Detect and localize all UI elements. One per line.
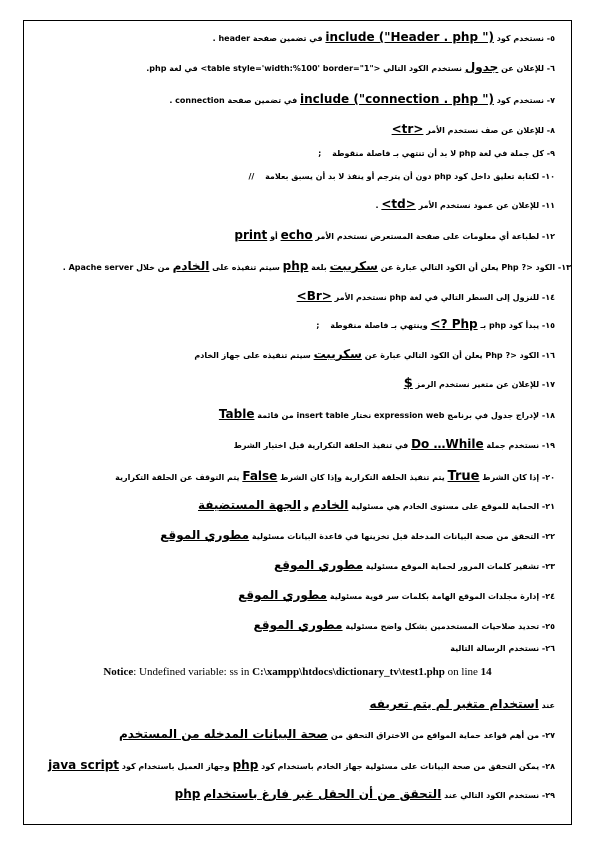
- answer: print: [234, 228, 268, 242]
- question-text: نستخدم جملة: [486, 441, 540, 450]
- answer: $: [403, 376, 413, 391]
- notice-label: Notice: [103, 666, 134, 678]
- answer: <? Php: [430, 317, 478, 331]
- answer: php: [282, 259, 309, 273]
- question-number: ٢٥-: [541, 622, 555, 631]
- question-29: [30, 787, 555, 803]
- answer: php: [232, 758, 259, 772]
- question-text: من أهم قواعد حماية المواقع من الاختراق التحقق من: [330, 731, 540, 740]
- question-text: لطباعة أي معلومات على صفحة المستعرض نستخدم الأمر: [315, 232, 540, 241]
- answer: التحقق من أن الحقل غير فارغ باستخدام: [203, 787, 442, 801]
- question-21: [30, 498, 555, 514]
- question-text: نستخدم الكود التالي عند: [444, 791, 540, 800]
- question-text: إدارة مجلدات الموقع الهامة بكلمات سر قوية مسئولية: [329, 592, 540, 601]
- answer: Do …While: [411, 437, 484, 451]
- notice-line: 14: [480, 666, 492, 678]
- question-number: ٢٨-: [541, 762, 555, 771]
- question-text: نستخدم كود: [496, 34, 544, 43]
- question-6: [30, 60, 555, 76]
- question-text: لإدراج جدول في برنامج expression web نختار insert table من قائمة: [257, 411, 540, 420]
- question-number: ١٤-: [541, 293, 555, 302]
- answer: الخادم: [311, 498, 349, 512]
- question-text: يتم تنفيذ الحلقة التكرارية وإذا كان الشرط: [280, 473, 445, 482]
- question-23: [30, 558, 555, 574]
- question-text: يمكن التحقق من صحة البيانات على مسئولية جهاز الخادم باستخدام كود: [261, 762, 540, 771]
- question-number: ٢٦-: [541, 644, 555, 653]
- question-13: [30, 259, 571, 275]
- answer: الخادم: [172, 259, 210, 273]
- question-text: للإعلان عن صف نستخدم الأمر: [426, 126, 544, 135]
- question-number: ٢٩-: [541, 791, 555, 800]
- question-text: في تنفيذ الحلقة التكرارية قبل اختبار الشرط: [233, 441, 409, 450]
- question-text: كل جملة في لغة php لا بد أن تنتهي بـ فاصلة منقوطة: [332, 149, 544, 158]
- answer: php: [174, 787, 201, 801]
- question-text: //: [248, 172, 255, 181]
- php-notice-message: [20, 665, 575, 679]
- question-text: وينتهي بـ فاصلة منقوطة: [330, 321, 428, 330]
- answer: مطوري الموقع: [238, 588, 328, 602]
- question-19: [30, 437, 555, 453]
- question-number: ٩-: [546, 149, 555, 158]
- question-22: [30, 528, 555, 544]
- question-text: سيتم تنفيذه على جهاز الخادم: [194, 351, 311, 360]
- question-number: ١٥-: [541, 321, 555, 330]
- question-text: يبدأ كود php بـ: [480, 321, 540, 330]
- question-number: ٢٤-: [541, 592, 555, 601]
- answer: <td>: [381, 197, 416, 211]
- question-text: نستخدم كود: [496, 96, 544, 105]
- notice-path: C:\xampp\htdocs\dictionary_tv\test1.php: [252, 666, 445, 678]
- question-text: .: [375, 201, 379, 210]
- question-15: [30, 317, 555, 333]
- question-20: [30, 469, 555, 485]
- answer: False: [242, 469, 278, 483]
- question-number: ١٢-: [541, 232, 555, 241]
- question-5: [30, 30, 555, 46]
- question-text: تحديد صلاحيات المستخدمين بشكل واضح مسئولية: [345, 622, 540, 631]
- answer: مطوري الموقع: [160, 528, 250, 542]
- question-10: [30, 170, 555, 184]
- question-11: [30, 197, 555, 213]
- question-number: ١٣-: [557, 263, 571, 272]
- answer: <tr>: [391, 122, 424, 136]
- question-number: ٥-: [546, 34, 555, 43]
- question-number: ١٩-: [541, 441, 555, 450]
- answer: صحة البيانات المدخله من المستخدم: [118, 727, 329, 741]
- question-text: الكود <? Php يعلن أن الكود التالي عبارة عن: [380, 263, 556, 272]
- question-text: للإعلان عن: [501, 64, 544, 73]
- question-text: للإعلان عن متغير نستخدم الرمز: [415, 380, 540, 389]
- answer: جدول: [464, 60, 499, 74]
- question-number: ٦-: [546, 64, 555, 73]
- question-number: ٢٧-: [541, 731, 555, 740]
- question-14: [30, 289, 555, 305]
- question-text: تشفير كلمات المرور لحماية الموقع مسئولية: [365, 562, 540, 571]
- question-number: ١٠-: [541, 172, 555, 181]
- question-17: [30, 377, 555, 392]
- question-number: ٢١-: [541, 502, 555, 511]
- question-text: الكود <? Php يعلن أن الكود التالي عبارة عن: [364, 351, 540, 360]
- question-text: بلغة: [311, 263, 327, 272]
- question-27: [30, 727, 555, 743]
- question-text: من خلال Apache server .: [62, 263, 170, 272]
- answer: include ("Header . php "): [325, 30, 494, 44]
- question-text: في لغة php.: [146, 64, 198, 73]
- question-text: للنزول إلى السطر التالي في لغة php نستخدم الأمر: [334, 293, 540, 302]
- answer: java script: [48, 758, 120, 772]
- question-number: ٢٢-: [541, 532, 555, 541]
- question-7: [30, 92, 555, 108]
- question-text: و: [303, 502, 309, 511]
- question-text: ;: [316, 321, 320, 330]
- question-24: [30, 588, 555, 604]
- question-text: في تضمين صفحة header .: [212, 34, 323, 43]
- answer: Table: [218, 407, 255, 421]
- answer: <Br>: [296, 289, 332, 303]
- question-text: عند: [541, 701, 555, 710]
- question-text: وجهاز العميل باستخدام كود: [121, 762, 230, 771]
- question-number: ١١-: [541, 201, 555, 210]
- question-16: [30, 347, 555, 363]
- question-28: [30, 758, 555, 774]
- question-number: ٢٣-: [541, 562, 555, 571]
- question-text: الحماية للموقع على مستوى الخادم هي مسئولية: [351, 502, 540, 511]
- question-text: يتم التوقف عن الحلقة التكرارية: [115, 473, 240, 482]
- question-number: ٧-: [546, 96, 555, 105]
- answer: True: [447, 469, 480, 484]
- question-number: ٨-: [546, 126, 555, 135]
- question-12: [30, 228, 555, 244]
- answer: استخدام متغير لم يتم تعريفه: [369, 697, 539, 711]
- answer: سكريبت: [313, 347, 362, 361]
- question-9: [30, 147, 555, 161]
- question-text: ;: [318, 149, 322, 158]
- answer: مطوري الموقع: [253, 618, 343, 632]
- answer: سكريبت: [329, 259, 378, 273]
- question-number: ١٦-: [541, 351, 555, 360]
- question-18: [30, 407, 555, 423]
- question-number: ١٧-: [541, 380, 555, 389]
- question-26-answer: [30, 697, 555, 713]
- answer: echo: [280, 228, 313, 242]
- question-text: إذا كان الشرط: [482, 473, 540, 482]
- answer: مطوري الموقع: [273, 558, 363, 572]
- question-number: ١٨-: [541, 411, 555, 420]
- question-text: سيتم تنفيذه على: [212, 263, 280, 272]
- question-text: التحقق من صحة البيانات المدخلة قبل تخزينها في قاعدة البيانات مسئولية: [251, 532, 540, 541]
- question-8: [30, 122, 555, 138]
- question-text: أو: [270, 232, 278, 241]
- notice-text: : Undefined variable: ss in: [133, 666, 253, 678]
- answer: include ("connection . php "): [300, 92, 494, 106]
- question-text: للإعلان عن عمود نستخدم الأمر: [418, 201, 540, 210]
- question-text: في تضمين صفحة connection .: [169, 96, 298, 105]
- question-number: ٢٠-: [541, 473, 555, 482]
- answer: الجهة المستضيفة: [197, 498, 302, 512]
- question-text: نستخدم الكود التالي: [383, 64, 463, 73]
- question-text: نستخدم الرسالة التالية: [450, 644, 540, 653]
- question-text: لكتابة تعليق داخل كود php دون أن يترجم أو ينفذ لا بد أن يسبق بعلامة: [265, 172, 540, 181]
- question-26: [30, 642, 555, 656]
- code-snippet: <table style='width:%100' border="1">: [200, 64, 381, 73]
- question-25: [30, 618, 555, 634]
- notice-text: on line: [444, 666, 481, 678]
